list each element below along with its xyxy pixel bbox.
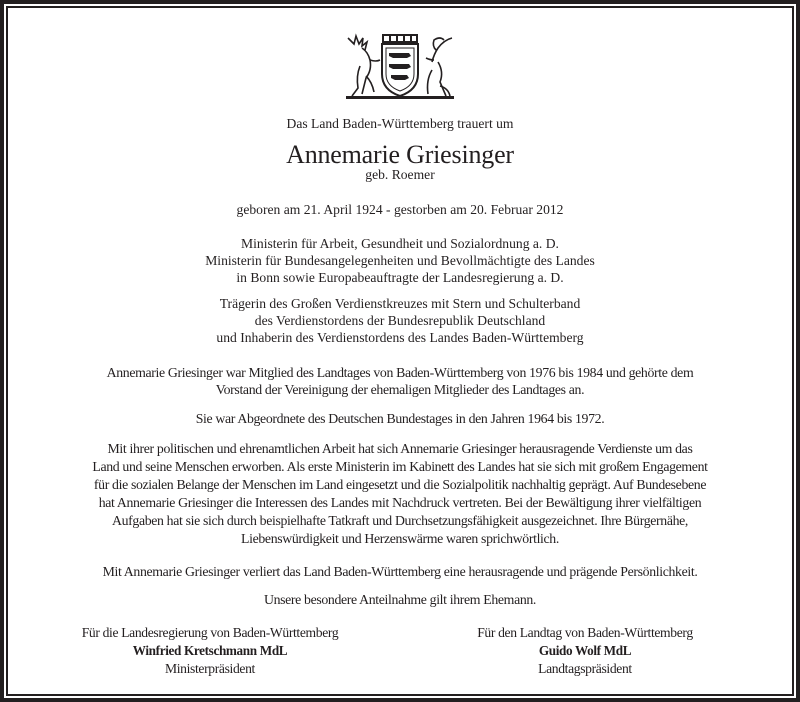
honor-line: Trägerin des Großen Verdienstkreuzes mit Stern und Schulterband [219,296,581,311]
honor-line: des Verdienstordens der Bundesrepublik Deutschland [254,313,546,328]
honor-line: und Inhaberin des Verdienstordens des Landes Baden-Württemberg [216,330,584,345]
tribute-line: Liebenswürdigkeit und Herzenswärme waren sprichwörtlich. [241,531,559,546]
signature-name: Winfried Kretschmann MdL [132,643,288,658]
intro-line: Das Land Baden-Württemberg trauert um [286,116,514,131]
tribute-line: Land und seine Menschen erworben. Als erste Ministerin im Kabinett des Landes hat sie sich mit großem Engagement [92,459,708,474]
tribute-line: Mit ihrer politischen und ehrenamtlichen Arbeit hat sich Annemarie Griesinger herausragende Verdienste um das [107,441,693,456]
tribute-line: Aufgaben hat sie sich durch beispielhafte Tatkraft und Durchsetzungsfähigkeit ausgezeichnet. Ihre Bürgernähe, [111,513,689,528]
condolence-line: Unsere besondere Anteilnahme gilt ihrem Ehemann. [263,592,537,607]
coat-of-arms-icon [340,26,460,102]
signature-org: Für den Landtag von Baden-Württemberg [477,625,693,640]
deceased-name: Annemarie Griesinger [286,140,514,169]
signature-landtag [405,624,765,678]
landtag-line: Vorstand der Vereinigung der ehemaligen Mitglieder des Landtages an. [215,382,585,397]
signature-government [30,624,390,678]
birth-name: geb. Roemer [365,167,435,182]
signature-org: Für die Landesregierung von Baden-Württemberg [81,625,339,640]
loss-line: Mit Annemarie Griesinger verliert das Land Baden-Württemberg eine herausragende und prägende Persönlichkeit. [102,564,698,579]
life-dates: geboren am 21. April 1924 - gestorben am 20. Februar 2012 [236,202,564,217]
signature-title: Ministerpräsident [165,661,255,676]
bundestag-line: Sie war Abgeordnete des Deutschen Bundestages in den Jahren 1964 bis 1972. [195,411,605,426]
tribute-line: für die sozialen Belange der Menschen im Land eingesetzt und die Sozialpolitik nachhaltig geprägt. Auf Bundesebene [93,477,707,492]
signature-name: Guido Wolf MdL [538,643,632,658]
office-line: Ministerin für Arbeit, Gesundheit und Sozialordnung a. D. [241,236,559,251]
signature-title: Landtagspräsident [538,661,632,676]
landtag-line: Annemarie Griesinger war Mitglied des Landtages von Baden-Württemberg von 1976 bis 1984 und gehörte dem [106,365,694,380]
tribute-line: hat Annemarie Griesinger die Interessen des Landes mit Nachdruck vertreten. Bei der Bewältigung ihrer vielfältigen [98,495,702,510]
office-line: Ministerin für Bundesangelegenheiten und Bevollmächtigte des Landes [205,253,595,268]
office-line: in Bonn sowie Europabeauftragte der Landesregierung a. D. [236,270,564,285]
